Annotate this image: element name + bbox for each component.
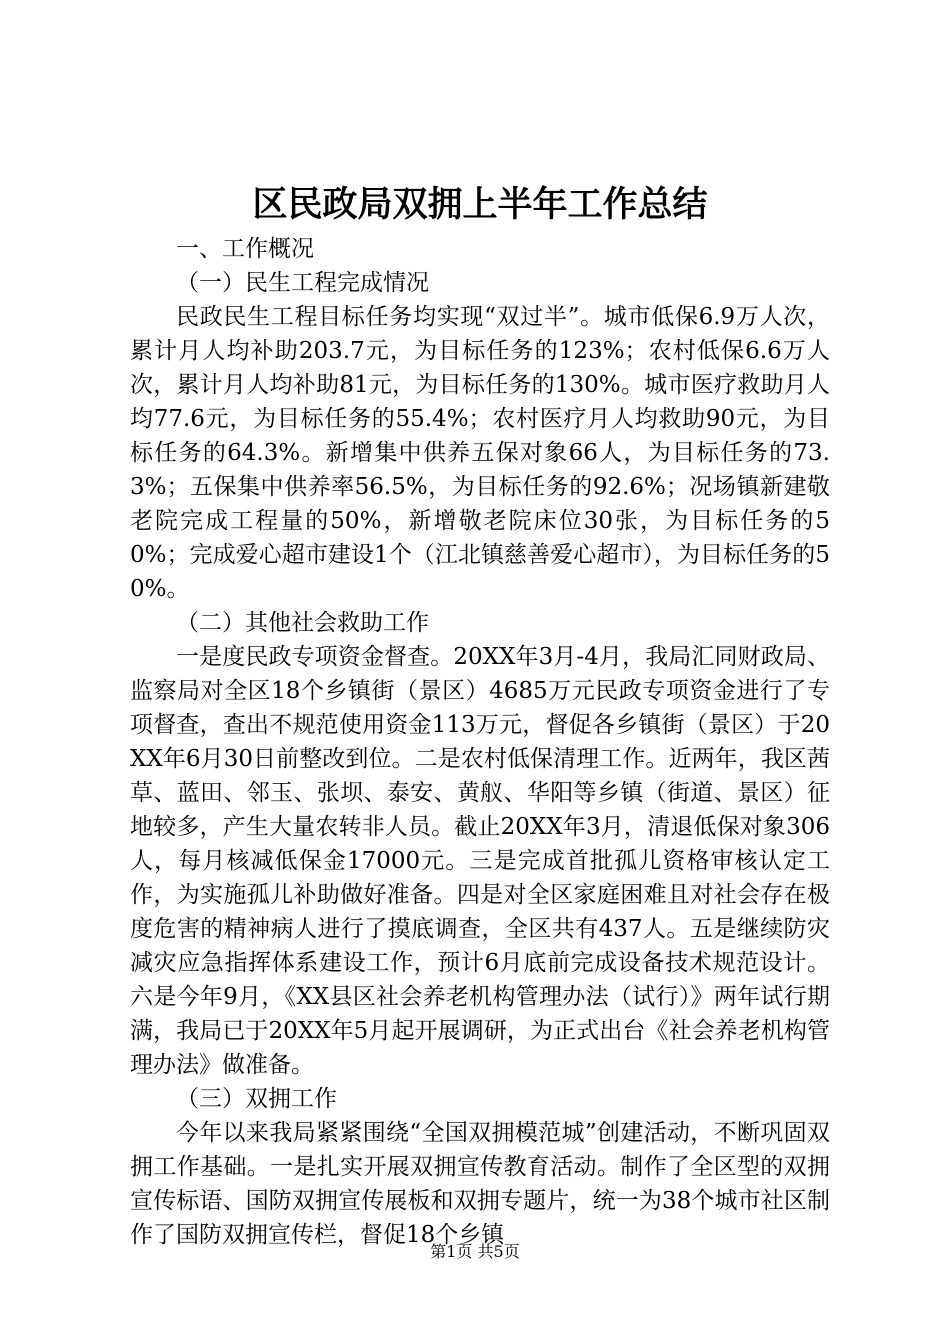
document-title: 区民政局双拥上半年工作总结 [252, 184, 708, 225]
paragraph-social-assistance: 一是度民政专项资金督查。20XX年3月-4月，我局汇同财政局、监察局对全区18个乡镇街（景区）4685万元民政专项资金进行了专项督查，查出不规范使用资金113万元，督促各乡镇街（景区）于20XX年6月30日前整改到位。二是农村低保清理工作。近两年，我区茜草、蓝田、邻玉、张坝、泰安、黄舣、华阳等乡镇（街道、景区）征地较多，产生大量农转非人员。截止20XX年3月，清退低保对象306人，每月核减低保金17000元。三是完成首批孤儿资格审核认定工作，为实施孤儿补助做好准备。四是对全区家庭困难且对社会存在极度危害的精神病人进行了摸底调查，全区共有437人。五是继续防灾减灾应急指挥体系建设工作，预计6月底前完成设备技术规范设计。六是今年9月，《XX县区社会养老机构管理办法（试行）》两年试行期满，我局已于20XX年5月起开展调研，为正式出台《社会养老机构管理办法》做准备。 [130, 644, 830, 1078]
subsection-heading-livelihood: （一）民生工程完成情况 [176, 270, 429, 296]
document-body [130, 232, 830, 1252]
paragraph-livelihood: 民政民生工程目标任务均实现“双过半”。城市低保6.9万人次，累计月人均补助203.7元，为目标任务的123%；农村低保6.6万人次，累计月人均补助81元，为目标任务的130%。城市医疗救助月人均77.6元，为目标任务的55.4%；农村医疗月人均救助90元，为目标任务的64.3%。新增集中供养五保对象66人，为目标任务的73.3%；五保集中供养率56.5%，为目标任务的92.6%；况场镇新建敬老院完成工程量的50%，新增敬老院床位30张，为目标任务的50%；完成爱心超市建设1个（江北镇慈善爱心超市），为目标任务的50%。 [130, 304, 830, 602]
page-number-footer: 第1页 共5页 [430, 1242, 520, 1261]
paragraph-double-support: 今年以来我局紧紧围绕“全国双拥模范城”创建活动，不断巩固双拥工作基础。一是扎实开展双拥宣传教育活动。制作了全区型的双拥宣传标语、国防双拥宣传展板和双拥专题片，统一为38个城市社区制作了国防双拥宣传栏，督促18个乡镇 [130, 1120, 830, 1248]
subsection-heading-double-support: （三）双拥工作 [176, 1086, 337, 1112]
subsection-heading-social-assistance: （二）其他社会救助工作 [176, 610, 429, 636]
section-heading-overview: 一、工作概况 [176, 236, 314, 262]
